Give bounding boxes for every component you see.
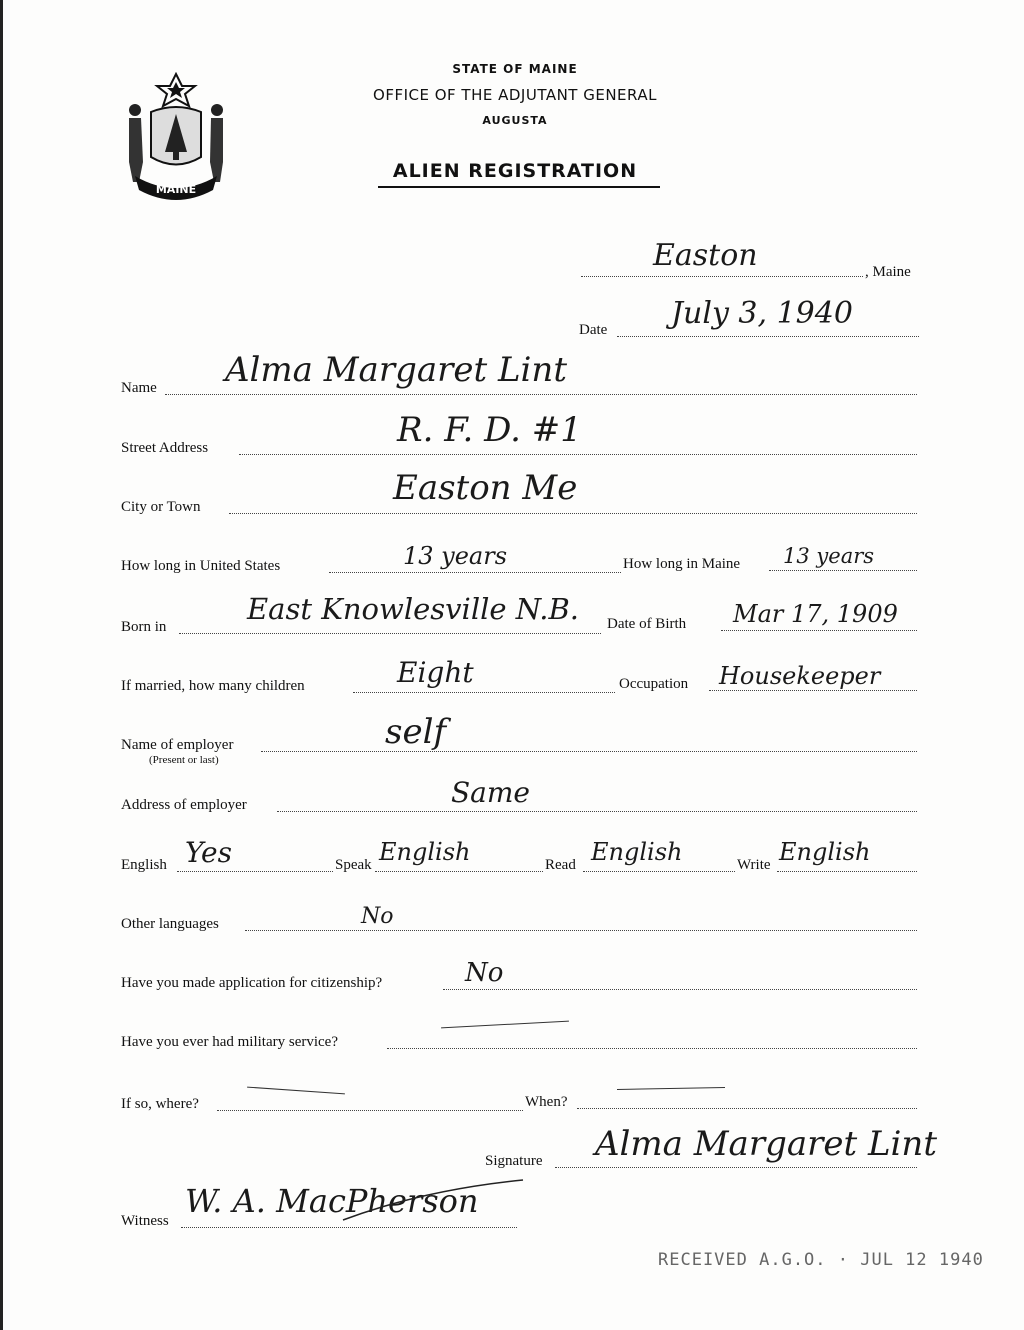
employer-label: Name of employer <box>121 737 234 753</box>
write-entry[interactable]: English <box>779 838 871 866</box>
signature-entry[interactable]: Alma Margaret Lint <box>595 1124 937 1164</box>
city-label: City or Town <box>121 499 201 515</box>
occupation-line <box>709 690 917 691</box>
english-entry[interactable]: Yes <box>185 836 232 869</box>
employer-entry[interactable]: self <box>385 712 447 752</box>
town-line <box>581 276 863 277</box>
speak-line <box>375 871 543 872</box>
children-line <box>353 692 615 693</box>
employer-address-entry[interactable]: Same <box>451 776 530 809</box>
signature-line <box>555 1167 917 1168</box>
read-line <box>583 871 735 872</box>
witness-entry[interactable]: W. A. MacPherson <box>185 1182 479 1220</box>
town-entry[interactable]: Easton <box>653 238 758 273</box>
other-languages-label: Other languages <box>121 916 219 932</box>
how-long-us-label: How long in United States <box>121 558 281 574</box>
dob-line <box>721 630 917 631</box>
received-stamp: RECEIVED A.G.O. · JUL 12 1940 <box>658 1250 984 1270</box>
how-long-maine-label: How long in Maine <box>623 556 741 572</box>
military-dash-mark <box>441 1021 569 1029</box>
military-label: Have you ever had military service? <box>121 1034 338 1050</box>
citizenship-line <box>443 989 917 990</box>
military-line <box>387 1048 917 1049</box>
english-line <box>177 871 333 872</box>
where-line <box>217 1110 523 1111</box>
signature-label: Signature <box>485 1153 543 1169</box>
header-city: AUGUSTA <box>482 114 548 127</box>
occupation-entry[interactable]: Housekeeper <box>719 662 881 690</box>
city-line <box>229 513 917 514</box>
occupation-label: Occupation <box>619 676 689 692</box>
speak-entry[interactable]: English <box>379 838 471 866</box>
street-label: Street Address <box>121 440 209 456</box>
header-state: STATE OF MAINE <box>452 62 578 76</box>
date-line <box>617 336 919 337</box>
how-long-maine-line <box>769 570 917 571</box>
witness-flourish-icon <box>333 1170 533 1230</box>
where-label: If so, where? <box>121 1096 199 1112</box>
born-in-line <box>179 633 601 634</box>
other-languages-entry[interactable]: No <box>361 904 394 929</box>
where-dash-mark <box>247 1087 345 1095</box>
seal-label: MAINE <box>155 183 197 196</box>
header-office: OFFICE OF THE ADJUTANT GENERAL <box>373 86 657 104</box>
witness-label: Witness <box>121 1213 169 1229</box>
when-line <box>577 1108 917 1109</box>
when-dash-mark <box>617 1087 725 1090</box>
title-underline <box>378 186 660 188</box>
citizenship-label: Have you made application for citizenship? <box>121 975 383 991</box>
write-line <box>777 871 917 872</box>
maine-label: , Maine <box>865 264 911 280</box>
children-entry[interactable]: Eight <box>397 656 474 689</box>
born-in-label: Born in <box>121 619 167 635</box>
how-long-us-entry[interactable]: 13 years <box>403 542 508 570</box>
children-label: If married, how many children <box>121 678 305 694</box>
form-title: ALIEN REGISTRATION <box>392 160 638 182</box>
when-label: When? <box>525 1094 568 1110</box>
name-entry[interactable]: Alma Margaret Lint <box>225 350 567 390</box>
city-entry[interactable]: Easton Me <box>393 468 578 508</box>
name-label: Name <box>121 380 157 396</box>
how-long-us-line <box>329 572 621 573</box>
other-languages-line <box>245 930 917 931</box>
date-label: Date <box>579 322 608 338</box>
write-label: Write <box>737 857 771 873</box>
employer-line <box>261 751 917 752</box>
date-entry[interactable]: July 3, 1940 <box>671 296 853 331</box>
name-line <box>165 394 917 395</box>
speak-label: Speak <box>335 857 372 873</box>
english-label: English <box>121 857 167 873</box>
employer-address-label: Address of employer <box>121 797 247 813</box>
read-entry[interactable]: English <box>591 838 683 866</box>
dob-entry[interactable]: Mar 17, 1909 <box>733 600 898 628</box>
street-line <box>239 454 917 455</box>
street-entry[interactable]: R. F. D. #1 <box>397 410 582 450</box>
employer-sublabel: (Present or last) <box>149 754 219 766</box>
born-in-entry[interactable]: East Knowlesville N.B. <box>247 592 580 626</box>
read-label: Read <box>545 857 576 873</box>
employer-address-line <box>277 811 917 812</box>
dob-label: Date of Birth <box>607 616 687 632</box>
how-long-maine-entry[interactable]: 13 years <box>783 544 875 568</box>
citizenship-entry[interactable]: No <box>465 958 504 988</box>
